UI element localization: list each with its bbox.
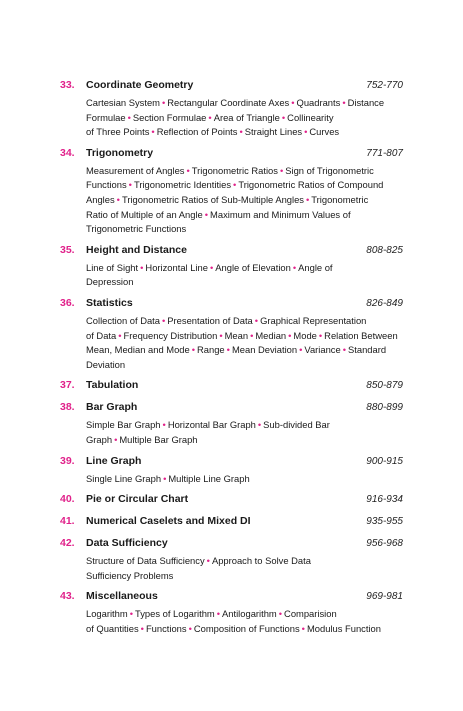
topics-line — [86, 554, 386, 569]
bullet-separator: • — [116, 193, 120, 205]
topic: Approach to Solve Data — [211, 555, 311, 567]
topics-line — [86, 622, 386, 637]
toc-entry-heading — [60, 537, 403, 552]
bullet-separator: • — [342, 97, 346, 108]
topics-line — [86, 329, 398, 344]
topic: Horizontal Line — [145, 261, 208, 273]
topics-line — [86, 569, 386, 584]
topic: Mean Deviation — [231, 344, 298, 356]
bullet-separator: • — [161, 97, 166, 108]
topic: Formulae — [86, 111, 126, 123]
bullet-separator: • — [186, 164, 190, 176]
chapter-title[interactable]: Tabulation — [86, 379, 139, 392]
chapter-title[interactable]: Trigonometry — [86, 146, 154, 159]
topic: Ratio of Multiple of an Angle — [86, 208, 203, 220]
chapter-title[interactable]: Coordinate Geometry — [86, 79, 194, 91]
chapter-number: 36. — [60, 296, 75, 309]
topic: Standard — [348, 344, 387, 356]
chapter-title[interactable]: Numerical Caselets and Mixed DI — [86, 515, 251, 528]
topic: Horizontal Bar Graph — [167, 419, 256, 431]
topics-line — [86, 607, 386, 622]
bullet-separator: • — [127, 111, 131, 123]
topic: Section Formulae — [132, 111, 207, 123]
bullet-separator: • — [206, 555, 210, 567]
chapter-number: 33. — [60, 79, 75, 91]
chapter-title[interactable]: Data Sufficiency — [86, 537, 168, 550]
chapter-number: 40. — [60, 493, 75, 506]
bullet-separator: • — [342, 344, 346, 356]
topics-line — [86, 164, 386, 179]
toc-entry-heading — [60, 379, 403, 394]
chapter-title[interactable]: Miscellaneous — [86, 590, 158, 603]
chapter-topics — [86, 314, 398, 372]
bullet-separator: • — [292, 261, 297, 273]
topic: Sufficiency Problems — [86, 569, 174, 581]
topics-line — [86, 314, 386, 329]
topic: Relation Between — [324, 329, 398, 341]
topics-line — [86, 418, 386, 433]
chapter-number: 42. — [60, 537, 75, 550]
chapter-topics — [86, 96, 386, 140]
page-range: 771-807 — [366, 147, 403, 159]
chapter-number: 34. — [60, 146, 75, 159]
toc-entry[interactable] — [60, 493, 403, 508]
chapter-number: 39. — [60, 454, 75, 467]
topic: Collinearity — [287, 111, 334, 123]
topic: Collection of Data — [86, 314, 160, 326]
topics-line — [86, 275, 386, 290]
bullet-separator: • — [239, 126, 243, 138]
chapter-number: 43. — [60, 590, 75, 603]
chapter-topics — [86, 418, 386, 447]
page-range: 956-968 — [366, 538, 403, 550]
topic: Trigonometric Functions — [86, 223, 187, 235]
topic: Frequency Distribution — [123, 329, 218, 341]
bullet-separator: • — [219, 329, 223, 341]
topic: Trigonometric Ratios of Compound — [238, 179, 384, 191]
topic: Depression — [86, 276, 134, 288]
topic: Composition of Functions — [193, 622, 300, 634]
topics-line — [86, 178, 386, 193]
bullet-separator: • — [278, 608, 283, 620]
bullet-separator: • — [301, 622, 305, 634]
topics-line — [86, 96, 386, 111]
topic: Functions — [145, 622, 187, 634]
bullet-separator: • — [204, 208, 209, 220]
topic: Area of Triangle — [213, 111, 280, 123]
topic: Deviation — [86, 358, 126, 370]
bullet-separator: • — [140, 622, 144, 634]
topic: Comparision — [284, 608, 337, 620]
chapter-title[interactable]: Statistics — [86, 296, 133, 309]
bullet-separator: • — [208, 111, 212, 123]
toc-entry-heading — [60, 401, 403, 416]
chapter-number: 38. — [60, 401, 75, 414]
topic: Line of Sight — [86, 261, 139, 273]
bullet-separator: • — [291, 97, 295, 108]
chapter-topics — [86, 607, 386, 636]
page-range: 880-899 — [366, 402, 403, 414]
bullet-separator: • — [151, 126, 155, 138]
topic: Mean, Median and Mode — [86, 344, 190, 356]
topic: Maximum and Minimum Values of — [210, 208, 351, 220]
bullet-separator: • — [209, 261, 214, 273]
topic: Measurement of Angles — [86, 164, 185, 176]
topics-line — [86, 208, 386, 223]
chapter-number: 37. — [60, 379, 75, 392]
bullet-separator: • — [306, 193, 310, 205]
topic: Presentation of Data — [167, 314, 253, 326]
topic: Trigonometric Ratios — [191, 164, 278, 176]
topic: Multiple Bar Graph — [119, 433, 198, 445]
topic: Quadrants — [296, 97, 341, 108]
topic: Graph — [86, 433, 113, 445]
bullet-separator: • — [114, 433, 118, 445]
topic: Angle of — [298, 261, 333, 273]
bullet-separator: • — [118, 329, 122, 341]
chapter-topics — [86, 554, 386, 583]
bullet-separator: • — [162, 419, 166, 431]
topic: Structure of Data Sufficiency — [86, 555, 205, 567]
toc-entry-heading — [60, 493, 403, 508]
page-range: 969-981 — [366, 591, 403, 603]
bullet-separator: • — [129, 608, 133, 620]
page-range: 808-825 — [366, 244, 403, 256]
topic: Distance — [347, 97, 385, 108]
toc-entry-heading — [60, 244, 403, 259]
toc-entry[interactable] — [60, 401, 403, 447]
topic: Sub-divided Bar — [263, 419, 330, 431]
chapter-title[interactable]: Bar Graph — [86, 401, 138, 414]
topic: Median — [255, 329, 287, 341]
topics-line — [86, 125, 386, 140]
toc-entry[interactable] — [60, 537, 403, 583]
toc-entry[interactable] — [60, 455, 403, 487]
chapter-title[interactable]: Line Graph — [86, 454, 142, 467]
bullet-separator: • — [288, 329, 292, 341]
topic: of Data — [86, 329, 117, 341]
topic: Angles — [86, 193, 115, 205]
topic: Types of Logarithm — [135, 608, 215, 620]
toc-entry[interactable] — [60, 244, 403, 290]
topics-line — [86, 111, 386, 126]
toc-entry[interactable] — [60, 79, 403, 140]
chapter-title[interactable]: Height and Distance — [86, 243, 187, 256]
topic: of Three Points — [86, 126, 150, 138]
bullet-separator: • — [216, 608, 221, 620]
topics-line — [86, 472, 386, 487]
toc-entry-heading — [60, 515, 403, 530]
toc-entry-heading — [60, 79, 403, 94]
topic: Logarithm — [86, 608, 128, 620]
toc-entry[interactable] — [60, 297, 403, 372]
topics-line — [86, 193, 386, 208]
toc-entry-heading — [60, 455, 403, 470]
page-range: 900-915 — [366, 455, 403, 467]
topic: Rectangular Coordinate Axes — [167, 97, 290, 108]
topic: Single Line Graph — [86, 472, 162, 484]
topics-line — [86, 343, 386, 358]
table-of-contents — [60, 79, 403, 643]
topic: Angle of Elevation — [215, 261, 291, 273]
topic: of Quantities — [86, 622, 139, 634]
topic: Reflection of Points — [156, 126, 238, 138]
chapter-topics — [86, 261, 386, 290]
bullet-separator: • — [318, 329, 323, 341]
bullet-separator: • — [254, 314, 259, 326]
bullet-separator: • — [188, 622, 192, 634]
topic: Mean — [224, 329, 249, 341]
page-range: 916-934 — [366, 494, 403, 506]
page-range: 935-955 — [366, 516, 403, 528]
bullet-separator: • — [162, 314, 166, 326]
chapter-title[interactable]: Pie or Circular Chart — [86, 493, 189, 506]
toc-entry[interactable] — [60, 590, 403, 636]
topic: Cartesian System — [86, 97, 160, 108]
chapter-topics — [86, 164, 386, 237]
bullet-separator: • — [250, 329, 254, 341]
topic: Graphical Representation — [260, 314, 367, 326]
bullet-separator: • — [233, 179, 237, 191]
topic: Modulus Function — [306, 622, 381, 634]
topics-line — [86, 261, 386, 276]
topic: Simple Bar Graph — [86, 419, 161, 431]
chapter-topics — [86, 472, 386, 487]
topics-line — [86, 358, 386, 373]
topic: Mode — [293, 329, 317, 341]
topic: Straight Lines — [244, 126, 303, 138]
toc-entry-heading — [60, 590, 403, 605]
toc-entry[interactable] — [60, 379, 403, 394]
bullet-separator: • — [304, 126, 308, 138]
topic: Curves — [309, 126, 340, 138]
page-range: 850-879 — [366, 380, 403, 392]
bullet-separator: • — [281, 111, 286, 123]
topic: Trigonometric — [311, 193, 369, 205]
topic: Sign of Trigonometric — [285, 164, 374, 176]
topics-line — [86, 222, 386, 237]
topic: Functions — [86, 179, 127, 191]
topic: Trigonometric Identities — [133, 179, 232, 191]
page-range: 752-770 — [366, 80, 403, 91]
topic: Range — [197, 344, 225, 356]
topic: Antilogarithm — [222, 608, 277, 620]
bullet-separator: • — [140, 261, 144, 273]
chapter-number: 41. — [60, 515, 75, 528]
topic: Multiple Line Graph — [168, 472, 250, 484]
toc-entry[interactable] — [60, 147, 403, 237]
toc-entry[interactable] — [60, 515, 403, 530]
topic: Trigonometric Ratios of Sub-Multiple Angles — [121, 193, 304, 205]
bullet-separator: • — [299, 344, 303, 356]
bullet-separator: • — [128, 179, 132, 191]
bullet-separator: • — [279, 164, 284, 176]
bullet-separator: • — [257, 419, 262, 431]
page-range: 826-849 — [366, 297, 403, 309]
chapter-number: 35. — [60, 243, 75, 256]
bullet-separator: • — [191, 344, 196, 356]
bullet-separator: • — [163, 472, 167, 484]
bullet-separator: • — [226, 344, 230, 356]
toc-entry-heading — [60, 147, 403, 162]
topics-line — [86, 433, 386, 448]
topic: Variance — [304, 344, 341, 356]
toc-entry-heading — [60, 297, 403, 312]
